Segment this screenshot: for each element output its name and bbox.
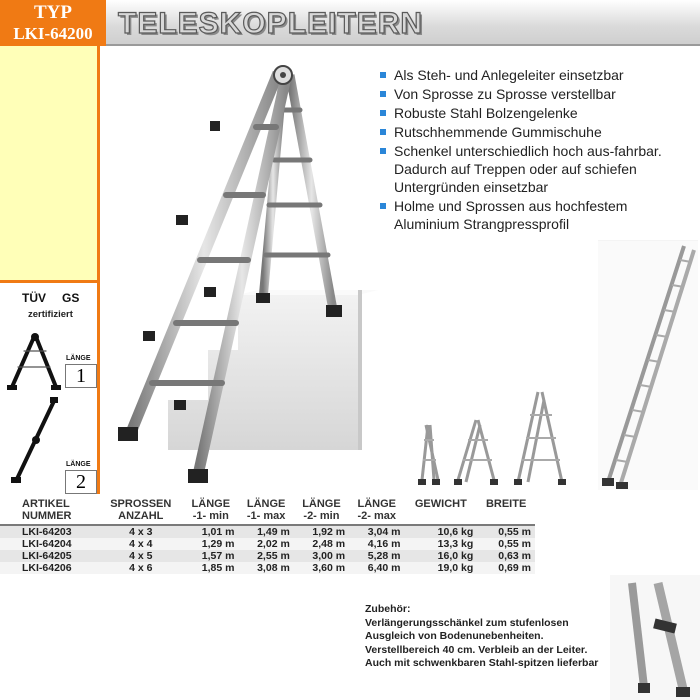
- folded-ladder-icon: [4, 329, 64, 391]
- gs-label: GS: [62, 291, 80, 305]
- table-row: LKI-64206 4 x 6 1,85 m 3,08 m 3,60 m 6,40 m 19,0 kg 0,69 m: [0, 562, 535, 574]
- ladder-configurations-image: [412, 380, 600, 490]
- feature-item: Rutschhemmende Gummischuhe: [380, 123, 680, 141]
- table-row: LKI-64203 4 x 3 1,01 m 1,49 m 1,92 m 3,04 m 10,6 kg 0,55 m: [0, 525, 535, 538]
- feature-item: Holme und Sprossen aus hochfestem Aluminium Strangpressprofil: [380, 197, 680, 233]
- length2-number: 2: [65, 470, 97, 494]
- accessory-note: [365, 603, 605, 671]
- certification-note: zertifiziert: [28, 309, 73, 320]
- table-header: LÄNGE -1- max: [238, 496, 293, 525]
- table-header-row: [0, 496, 535, 525]
- length1-number: 1: [65, 364, 97, 388]
- page-title: TELESKOPLEITERN: [118, 7, 424, 40]
- type-label: TYP: [34, 2, 72, 23]
- extension-leg-image: [610, 575, 700, 700]
- table-header: ARTIKEL NUMMER: [0, 496, 98, 525]
- table-header: BREITE: [477, 496, 535, 525]
- feature-item: Von Sprosse zu Sprosse verstellbar: [380, 85, 680, 103]
- title-bar: [106, 0, 700, 46]
- accessory-title: Zubehör:: [365, 603, 411, 615]
- table-row: LKI-64205 4 x 5 1,57 m 2,55 m 3,00 m 5,28 m 16,0 kg 0,63 m: [0, 550, 535, 562]
- table-row: LKI-64204 4 x 4 1,29 m 2,02 m 2,48 m 4,16 m 13,3 kg 0,55 m: [0, 538, 535, 550]
- feature-item: Robuste Stahl Bolzengelenke: [380, 104, 680, 122]
- spec-table: [0, 496, 535, 574]
- tuv-label: TÜV: [22, 291, 46, 305]
- table-header: GEWICHT: [404, 496, 477, 525]
- table-header: LÄNGE -2- min: [294, 496, 349, 525]
- length2-label: LÄNGE: [66, 461, 91, 468]
- accessory-text: Verlängerungsschänkel zum stufenlosen Ausgleich von Bodenunebenheiten. Verstellbereich 40 cm. Verbleib an der Leiter. Auch mit schwenkbaren Stahl-spitzen lieferbar: [365, 616, 599, 669]
- type-model: LKI-64200: [13, 24, 93, 43]
- extended-ladder-image: [598, 240, 698, 490]
- extended-ladder-icon: [6, 395, 66, 487]
- table-header: SPROSSEN ANZAHL: [98, 496, 183, 525]
- feature-list: [380, 66, 680, 234]
- type-badge: [0, 0, 106, 46]
- length1-label: LÄNGE: [66, 355, 91, 362]
- certification-panel: [0, 280, 100, 494]
- table-header: LÄNGE -2- max: [349, 496, 404, 525]
- feature-item: Schenkel unterschiedlich hoch aus-fahrbar. Dadurch auf Treppen oder auf schiefen Untergründen einsetzbar: [380, 142, 680, 196]
- ladder-on-stairs-image: [108, 55, 378, 490]
- feature-item: Als Steh- und Anlegeleiter einsetzbar: [380, 66, 680, 84]
- table-header: LÄNGE -1- min: [183, 496, 238, 525]
